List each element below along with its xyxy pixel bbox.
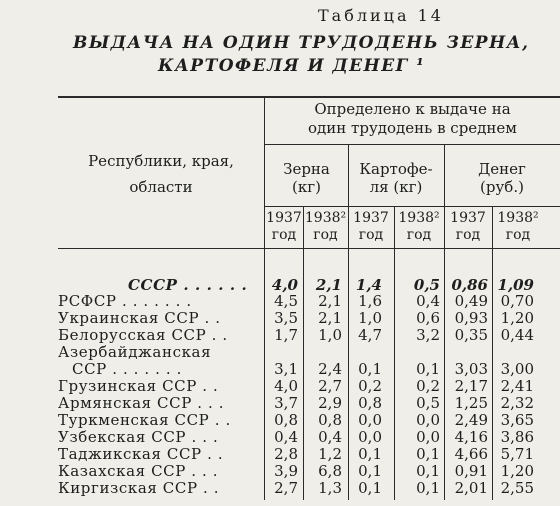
value-cell: 3,2	[416, 326, 440, 344]
value-cell: 2,17	[454, 377, 488, 395]
col-rule-3	[394, 206, 395, 500]
value-cell: 0,2	[416, 377, 440, 395]
table-number: Таблица 14	[318, 6, 444, 25]
value-cell: 0,2	[358, 377, 382, 395]
row-name: Таджикская ССР . .	[58, 445, 224, 463]
value-cell: 6,8	[318, 462, 342, 480]
value-cell: 1,2	[318, 445, 342, 463]
potato-header	[348, 160, 444, 196]
row-name: Украинская ССР . .	[58, 309, 221, 327]
value-cell: 0,5	[416, 394, 440, 412]
year-header-money-1937	[444, 210, 492, 244]
row-name: РСФСР . . . . . . .	[58, 292, 192, 310]
value-cell: 1,3	[318, 479, 342, 497]
year-header-money-1938	[492, 210, 544, 244]
col-rule-4	[444, 144, 445, 500]
value-cell: 0,1	[416, 360, 440, 378]
grain-header-line2: (кг)	[292, 178, 321, 196]
potato-header-line2: ля (кг)	[369, 178, 423, 196]
money-header	[444, 160, 560, 196]
value-cell: 1,7	[274, 326, 298, 344]
year-header-grain-1938	[303, 210, 348, 244]
value-cell: 1,0	[318, 326, 342, 344]
row-name: ССР . . . . . . .	[72, 360, 182, 378]
value-cell: 0,49	[454, 292, 488, 310]
col-rule-2	[348, 144, 349, 500]
row-name: Грузинская ССР . .	[58, 377, 219, 395]
value-cell: 4,66	[454, 445, 488, 463]
value-cell: 2,9	[318, 394, 342, 412]
value-cell: 2,01	[454, 479, 488, 497]
value-cell: 2,4	[318, 360, 342, 378]
top-rule	[58, 96, 560, 98]
value-cell: 2,55	[500, 479, 534, 497]
year-unit: год	[313, 227, 338, 243]
row-name: Белорусская ССР . .	[58, 326, 228, 344]
value-cell: 1,6	[358, 292, 382, 310]
year-unit: год	[271, 227, 297, 243]
value-cell: 0,1	[416, 479, 440, 497]
row-name: Армянская ССР . . .	[58, 394, 225, 412]
value-cell: 0,86	[451, 276, 488, 294]
value-cell: 0,5	[413, 276, 440, 294]
value-cell: 2,1	[318, 292, 342, 310]
value-cell: 1,25	[454, 394, 488, 412]
table-title-line2: КАРТОФЕЛЯ И ДЕНЕГ ¹	[158, 56, 426, 76]
value-cell: 1,4	[355, 276, 382, 294]
value-cell: 0,1	[358, 462, 382, 480]
row-name: Узбекская ССР . . .	[58, 428, 219, 446]
value-cell: 0,91	[454, 462, 488, 480]
value-cell: 0,0	[358, 411, 382, 429]
value-cell: 0,1	[416, 445, 440, 463]
header-bottom-rule	[58, 248, 560, 249]
year-value: 1938²	[398, 210, 440, 226]
value-cell: 0,1	[358, 360, 382, 378]
row-name: Киргизская ССР . .	[58, 479, 220, 497]
value-cell: 4,5	[274, 292, 298, 310]
value-cell: 2,8	[274, 445, 298, 463]
value-cell: 0,6	[416, 309, 440, 327]
group-header-line1: Определено к выдаче на	[314, 100, 511, 118]
value-cell: 4,0	[274, 377, 298, 395]
potato-header-line1: Картофе-	[359, 160, 433, 178]
value-cell: 0,8	[358, 394, 382, 412]
year-unit: год	[358, 227, 384, 243]
value-cell: 0,44	[500, 326, 534, 344]
group-header-line2: один трудодень в среднем	[308, 119, 517, 137]
subheader-rule	[265, 144, 560, 145]
value-cell: 5,71	[500, 445, 534, 463]
value-cell: 0,1	[358, 479, 382, 497]
value-cell: 3,9	[274, 462, 298, 480]
money-header-line2: (руб.)	[480, 178, 524, 196]
value-cell: 0,0	[416, 428, 440, 446]
value-cell: 2,1	[318, 309, 342, 327]
value-cell: 0,1	[358, 445, 382, 463]
year-rule	[265, 206, 560, 207]
value-cell: 1,20	[500, 309, 534, 327]
value-cell: 0,8	[274, 411, 298, 429]
value-cell: 4,16	[454, 428, 488, 446]
group-header	[265, 100, 560, 138]
value-cell: 2,7	[318, 377, 342, 395]
year-header-potato-1937	[348, 210, 394, 244]
col-rule-1	[303, 206, 304, 500]
value-cell: 4,0	[271, 276, 298, 294]
value-cell: 3,1	[274, 360, 298, 378]
value-cell: 1,09	[497, 276, 534, 294]
row-name: Туркменская ССР . .	[58, 411, 231, 429]
grain-header-line1: Зерна	[283, 160, 330, 178]
row-header-line2: области	[129, 178, 193, 196]
value-cell: 0,1	[416, 462, 440, 480]
money-header-line1: Денег	[478, 160, 526, 178]
year-value: 1937	[353, 210, 389, 226]
value-cell: 4,7	[358, 326, 382, 344]
value-cell: 3,03	[454, 360, 488, 378]
year-value: 1937	[450, 210, 486, 226]
year-header-grain-1937	[264, 210, 304, 244]
value-cell: 0,0	[358, 428, 382, 446]
row-name: СССР . . . . . .	[128, 276, 248, 294]
value-cell: 3,65	[500, 411, 534, 429]
value-cell: 0,93	[454, 309, 488, 327]
year-unit: год	[505, 227, 531, 243]
row-header	[58, 148, 264, 200]
value-cell: 2,32	[500, 394, 534, 412]
col-rule-0	[264, 96, 265, 500]
year-value: 1938²	[304, 210, 347, 226]
value-cell: 2,49	[454, 411, 488, 429]
year-unit: год	[455, 227, 481, 243]
value-cell: 2,1	[315, 276, 342, 294]
year-unit: год	[406, 227, 432, 243]
value-cell: 3,5	[274, 309, 298, 327]
value-cell: 3,7	[274, 394, 298, 412]
year-header-potato-1938	[394, 210, 444, 244]
row-name: Азербайджанская	[58, 343, 212, 361]
value-cell: 0,70	[500, 292, 534, 310]
value-cell: 1,20	[500, 462, 534, 480]
value-cell: 0,0	[416, 411, 440, 429]
value-cell: 2,7	[274, 479, 298, 497]
value-cell: 3,00	[500, 360, 534, 378]
value-cell: 0,35	[454, 326, 488, 344]
value-cell: 3,86	[500, 428, 534, 446]
value-cell: 0,4	[416, 292, 440, 310]
year-value: 1937	[266, 210, 302, 226]
row-header-line1: Республики, края,	[88, 152, 234, 170]
value-cell: 0,4	[318, 428, 342, 446]
row-name: Казахская ССР . . .	[58, 462, 219, 480]
col-rule-5	[492, 206, 493, 500]
value-cell: 0,8	[318, 411, 342, 429]
table-title-line1: ВЫДАЧА НА ОДИН ТРУДОДЕНЬ ЗЕРНА,	[73, 33, 530, 53]
grain-header	[265, 160, 348, 196]
value-cell: 1,0	[358, 309, 382, 327]
value-cell: 2,41	[500, 377, 534, 395]
year-value: 1938²	[497, 210, 539, 226]
value-cell: 0,4	[274, 428, 298, 446]
